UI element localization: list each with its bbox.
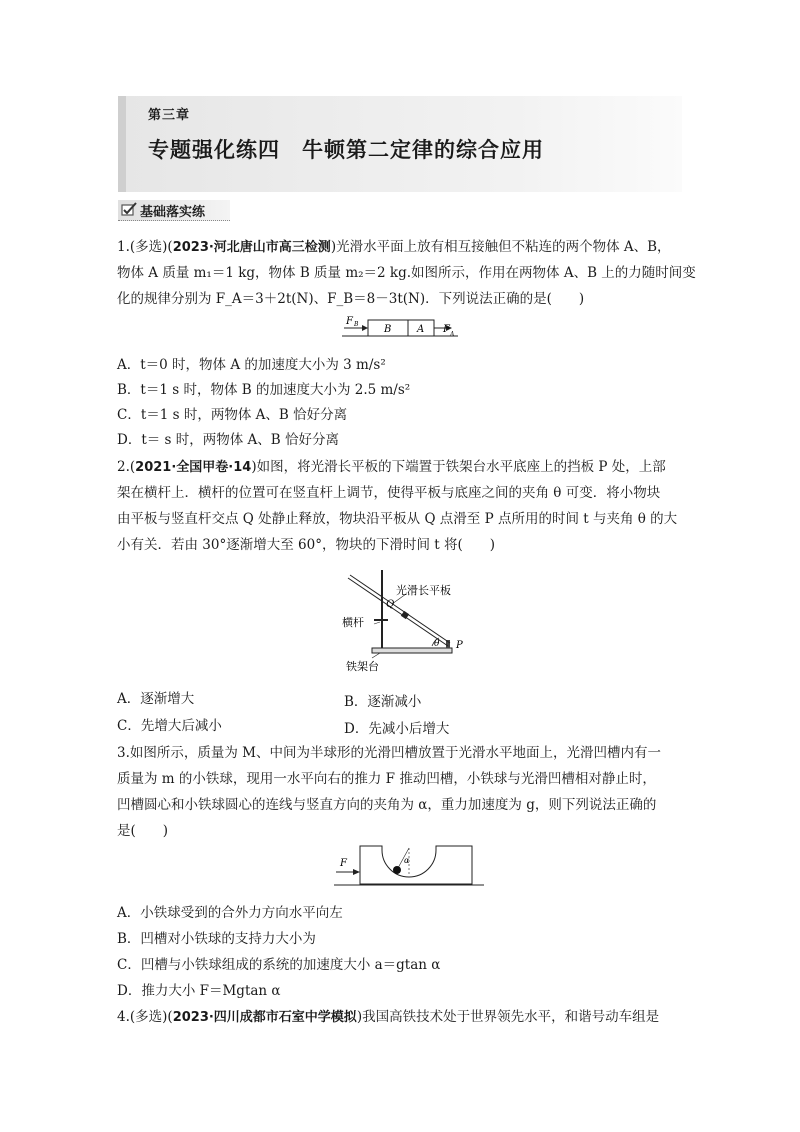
page-title: 专题强化练四 牛顿第二定律的综合应用 [148, 138, 544, 162]
q1-line-1 [117, 238, 671, 257]
label-bar: 横杆 [342, 616, 364, 629]
q1-line-2: 物体 A 质量 m₁＝1 kg，物体 B 质量 m₂＝2 kg.如图所示，作用在两物体 A、B 上的力随时间变 [117, 265, 696, 281]
chapter-header [118, 96, 682, 192]
label-theta: θ [434, 639, 440, 649]
label-stand: 铁架台 [346, 660, 379, 673]
checkbox-check-icon [121, 202, 137, 217]
q4-prefix: 4.(多选)( [117, 1009, 173, 1025]
small-block [401, 611, 409, 619]
q2-line-3: 由平板与竖直杆交点 Q 处静止释放，物块沿平板从 Q 点滑至 P 点所用的时间 t 与夹角 θ 的大 [117, 511, 678, 527]
q2-text: )如图，将光滑长平板的下端置于铁架台水平底座上的挡板 P 处，上部 [251, 459, 666, 475]
iron-ball [393, 866, 401, 874]
q2-source: 2021·全国甲卷·14 [135, 460, 252, 475]
label-p: P [456, 640, 463, 651]
q3-option-a: A．小铁球受到的合外力方向水平向左 [117, 905, 343, 921]
label-b: B [384, 324, 392, 335]
label-fa: F [443, 324, 450, 335]
stand-base [372, 648, 452, 653]
chapter-label: 第三章 [148, 108, 191, 123]
section-label: 基础落实练 [140, 205, 206, 220]
label-fb-sub: B [354, 321, 359, 328]
q4-source: 2023·四川成都市石室中学模拟 [172, 1010, 357, 1025]
q1-line-3: 化的规律分别为 F_A＝3＋2t(N)、F_B＝8－3t(N)．下列说法正确的是( ) [117, 291, 585, 307]
q3-option-b: B．凹槽对小铁球的支持力大小为 [117, 931, 316, 947]
q2-line-2: 架在横杆上．横杆的位置可在竖直杆上调节，使得平板与底座之间的夹角 θ 可变．将小物块 [117, 485, 661, 501]
q1-option-d: D．t＝ s 时，两物体 A、B 恰好分离 [117, 432, 340, 448]
q2-line-4: 小有关．若由 30°逐渐增大至 60°，物块的下滑时间 t 将( ) [117, 537, 495, 553]
q1-option-c: C．t＝1 s 时，两物体 A、B 恰好分离 [117, 407, 348, 423]
q1-option-a: A．t＝0 时，物体 A 的加速度大小为 3 m/s² [117, 357, 386, 373]
section-heading [118, 200, 230, 221]
q2-option-a: A．逐渐增大 [117, 691, 195, 707]
q1-text: )光滑水平面上放有相互接触但不粘连的两个物体 A、B， [330, 239, 671, 255]
q2-line-1 [117, 458, 666, 477]
label-q: Q [386, 599, 395, 610]
q3-option-c: C．凹槽与小铁球组成的系统的加速度大小 a＝gtan α [117, 957, 441, 973]
label-alpha: α [404, 856, 410, 865]
q2-figure [336, 566, 486, 678]
arrow-right-icon [353, 869, 360, 875]
q2-prefix: 2.( [117, 459, 136, 475]
q1-source: 2023·河北唐山市高三检测 [172, 240, 331, 255]
q1-prefix: 1.(多选)( [117, 239, 173, 255]
groove [360, 846, 472, 884]
q3-figure [334, 838, 484, 890]
label-a: A [417, 324, 425, 335]
q2-option-c: C．先增大后减小 [117, 718, 222, 734]
label-f: F [340, 858, 347, 869]
header-accent-bar [118, 96, 126, 192]
q2-option-d: D．先减小后增大 [344, 721, 450, 737]
q3-option-d: D．推力大小 F＝Mgtan α [117, 983, 281, 999]
q1-option-b: B．t＝1 s 时，物体 B 的加速度大小为 2.5 m/s² [117, 382, 411, 398]
label-board: 光滑长平板 [396, 584, 451, 597]
q4-line-1 [117, 1008, 659, 1027]
label-fb: F [346, 316, 353, 327]
q3-line-3: 凹槽圆心和小铁球圆心的连线与竖直方向的夹角为 α，重力加速度为 g，则下列说法正确的 [117, 797, 657, 813]
q4-text: )我国高铁技术处于世界领先水平，和谐号动车组是 [356, 1009, 660, 1025]
q2-option-b: B．逐渐减小 [344, 694, 422, 710]
label-fa-sub: A [450, 331, 455, 338]
q3-line-2: 质量为 m 的小铁球，现用一水平向右的推力 F 推动凹槽，小铁球与光滑凹槽相对静止时， [117, 771, 656, 787]
q1-figure [340, 312, 460, 344]
q3-line-4: 是( ) [117, 823, 169, 839]
arrow-right-icon [362, 325, 368, 331]
q3-line-1: 3.如图所示，质量为 M、中间为半球形的光滑凹槽放置于光滑水平地面上，光滑凹槽内有一 [117, 745, 661, 761]
